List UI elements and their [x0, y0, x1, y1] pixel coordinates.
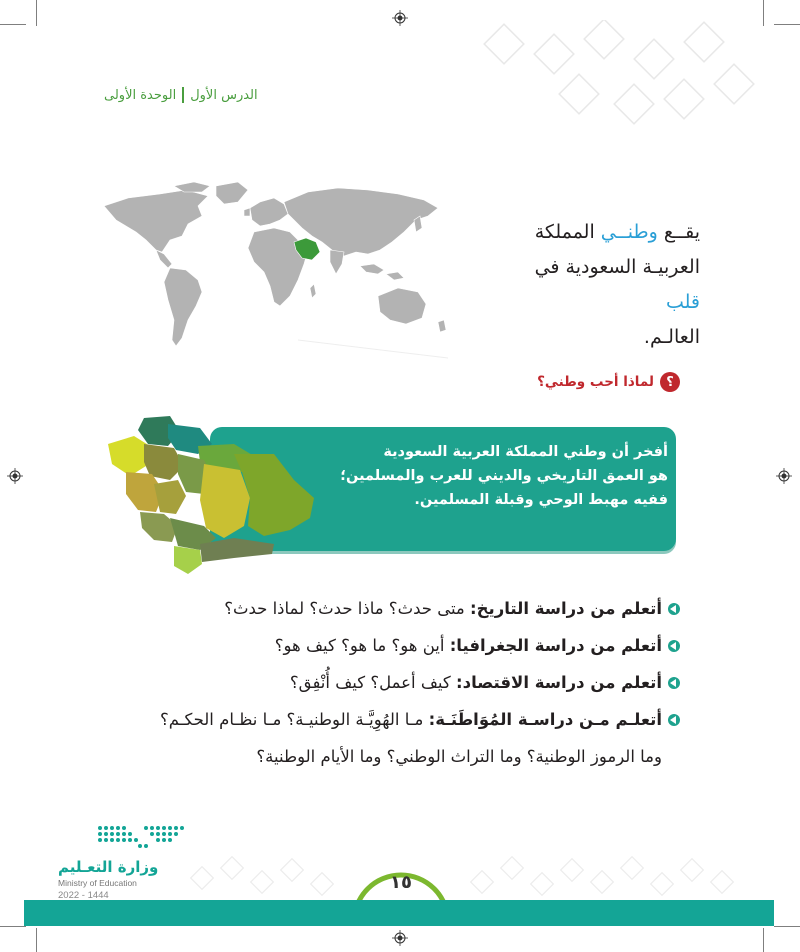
list-item-title: أتعلم من دراسة التاريخ:: [470, 599, 662, 618]
list-item: [150, 664, 680, 701]
intro-line: [500, 250, 700, 320]
ministry-logo-icon: [96, 824, 186, 854]
list-item-title: أتعلم من دراسة الجغرافيا:: [449, 636, 662, 655]
bullet-icon: [668, 603, 680, 615]
intro-line: [500, 215, 700, 250]
intro-accent-word: قلب: [665, 291, 700, 313]
edition-year: 2022 - 1444: [58, 890, 109, 901]
registration-mark-icon: [7, 468, 23, 484]
learning-list: [150, 590, 680, 775]
highlight-line: هو العمق التاريخي والديني للعرب والمسلمين؛: [340, 468, 668, 484]
list-item: [150, 701, 680, 738]
list-item-text: متى حدث؟ ماذا حدث؟ لماذا حدث؟: [224, 599, 471, 618]
crop-mark: [774, 926, 800, 927]
ministry-name-ar: وزارة التعـليم: [58, 858, 159, 876]
list-item-text: مـا الهُوِيَّـة الوطنيـة؟ مـا نظـام الحكـم؟: [159, 710, 429, 729]
intro-text: العالـم.: [643, 326, 700, 348]
intro-text: يقــع: [663, 221, 700, 243]
intro-text: العربيـة السعودية في: [534, 256, 700, 278]
bullet-icon: [668, 677, 680, 689]
breadcrumb-divider: [182, 87, 184, 103]
list-item-continuation: وما الرموز الوطنية؟ وما التراث الوطني؟ وما الأيام الوطنية؟: [256, 747, 662, 766]
world-map-image: [98, 180, 458, 362]
crop-mark: [36, 928, 37, 952]
list-item: [150, 627, 680, 664]
unit-label: الوحدة الأولى: [104, 87, 177, 103]
bullet-icon: [668, 640, 680, 652]
list-item-title: أتعلم من دراسة الاقتصاد:: [456, 673, 662, 692]
crop-mark: [763, 928, 764, 952]
question-mark-icon: ؟: [660, 372, 680, 392]
crop-mark: [0, 926, 26, 927]
registration-mark-icon: [392, 10, 408, 26]
footer-bar: [24, 900, 774, 926]
bullet-icon: [668, 714, 680, 726]
intro-paragraph: [500, 215, 700, 355]
intro-accent-word: وطنــي: [600, 221, 658, 243]
question-heading: [520, 372, 680, 392]
intro-line: [500, 320, 700, 355]
registration-mark-icon: [776, 468, 792, 484]
highlight-line: ففيه مهبط الوحي وقبلة المسلمين.: [414, 492, 668, 508]
intro-text: المملكة: [534, 221, 595, 243]
list-item: [150, 590, 680, 627]
list-item-text: أين هو؟ ما هو؟ كيف هو؟: [274, 636, 450, 655]
list-item-title: أتعلـم مـن دراسـة المُوَاطَنَـة:: [428, 710, 662, 729]
decorative-pattern: [470, 20, 770, 140]
saudi-regions-map-image: [104, 414, 324, 580]
page-number: ١٥: [390, 872, 412, 893]
ministry-name-en: Ministry of Education: [58, 878, 137, 888]
lesson-label: الدرس الأول: [190, 87, 258, 103]
breadcrumb: [104, 84, 258, 106]
list-item-text: كيف أعمل؟ كيف أُنْفِق؟: [289, 673, 456, 692]
question-text: لماذا أحب وطني؟: [537, 374, 654, 390]
highlight-line: أفخر أن وطني المملكة العربية السعودية: [383, 444, 668, 460]
registration-mark-icon: [392, 930, 408, 946]
crop-mark: [36, 0, 37, 26]
crop-mark: [0, 24, 26, 25]
crop-mark: [774, 24, 800, 25]
highlight-text: [300, 440, 668, 512]
